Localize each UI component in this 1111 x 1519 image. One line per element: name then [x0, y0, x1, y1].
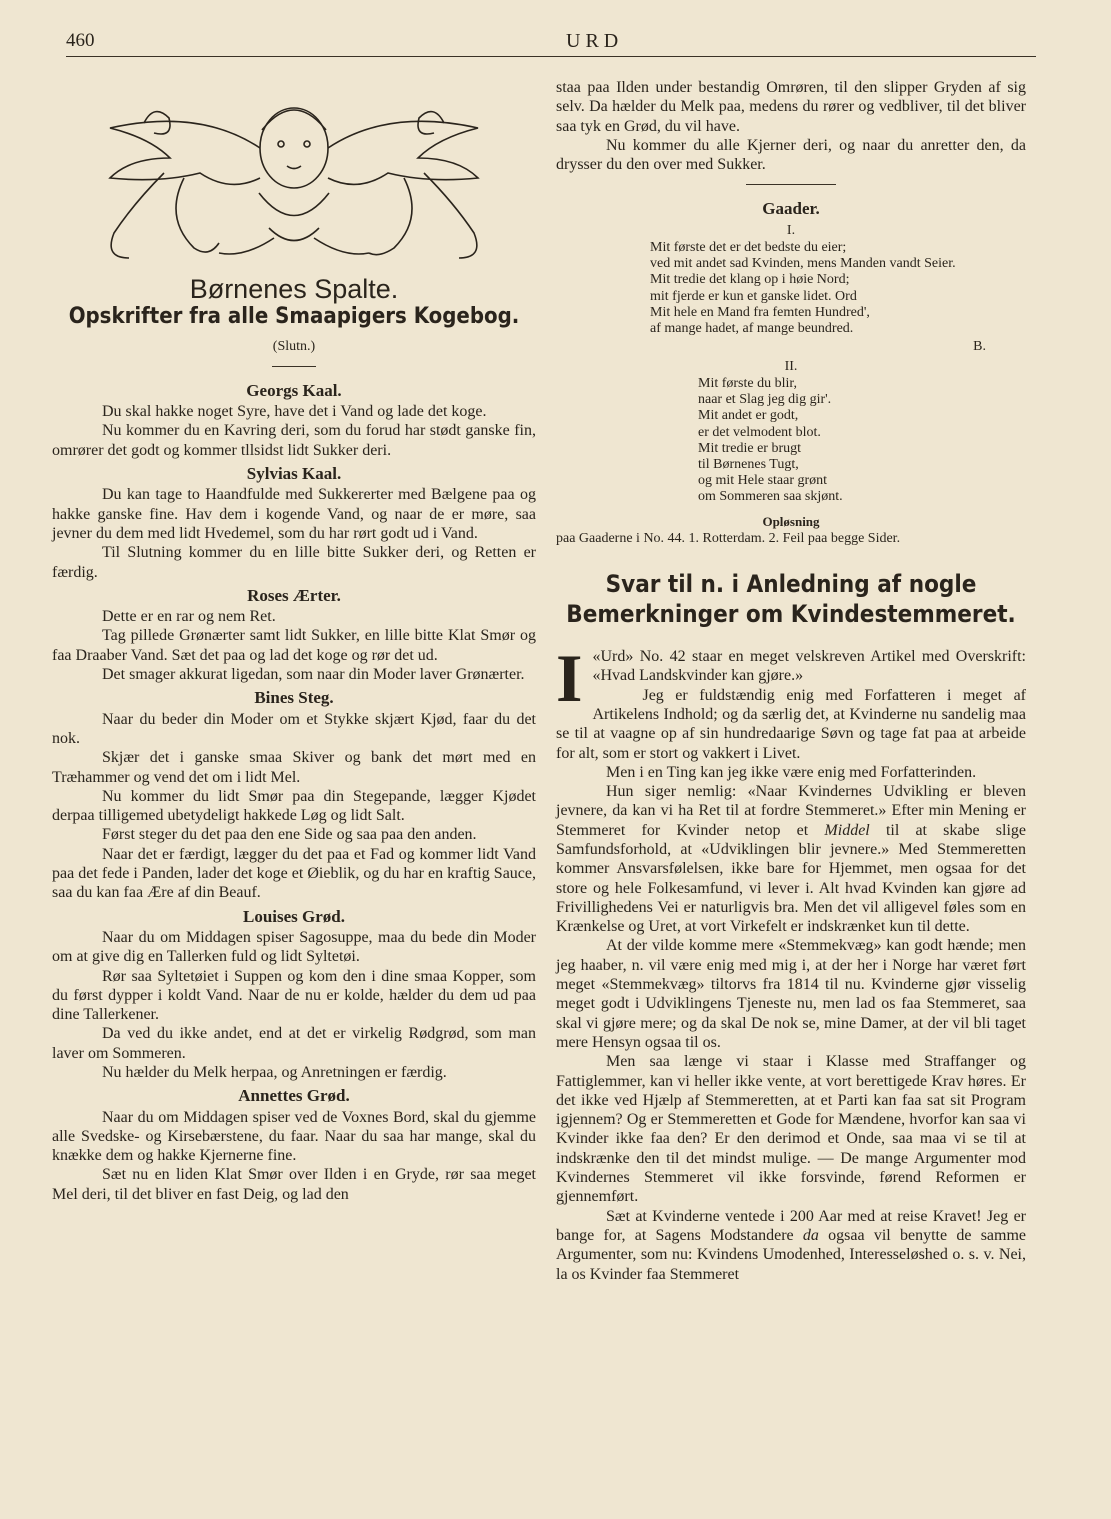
article-text: til at skabe slige Samfundsforhold, at «Udviklingen blir jevnere.» Med Stemmeretten kommer Ansvarsfølelsen, ikke bare for Hjemmet, men ogsaa for det store og hele Folkesamfund, vi lever i. Alt hvad Kvinden kan gjøre ad Frivillighedens Vei er naturligvis bra. Men det vil alligevel føles som en Krænkelse og Uret, at vort Virkefelt er indskrænket kun til dette.: [556, 821, 1027, 936]
recipe-paragraph: Nu kommer du en Kavring deri, som du forud har stødt ganske fin, omrører det godt og kommer tllsidst lidt Sukker deri.: [52, 422, 536, 459]
article-paragraph: At der vilde komme mere «Stemmekvæg» kan godt hænde; men jeg haaber, n. vil være enig med mig i, at der her i Norge har været ført meget «Stemmekvæg» tiltorvs fra 1814 til nu. Kvinderne gjør visselig meget godt i Udviklingens Tjeneste nu, men lad os faa Stemmeret, saa skal vi gjøre mere; og da skal De nok se, mine Damer, at der vil bli taget mere Hensyn ogsaa til os.: [556, 937, 1026, 1051]
recipe-title: Roses Ærter.: [247, 585, 341, 605]
article-paragraph: Men i en Ting kan jeg ikke være enig med Forfatterinden.: [606, 763, 977, 781]
article-text: Sæt at Kvinderne ventede i 200 Aar med at reise Kravet! Jeg er bange for, at Sagens Modstandere: [556, 1207, 1026, 1244]
riddle-line: Mit første det er det bedste du eier;: [650, 240, 847, 256]
divider: [272, 366, 316, 367]
recipe-paragraph: Skjær det i ganske smaa Skiver og bank det mørt med en Træhammer og vend det om i lidt Mel.: [52, 749, 536, 786]
article-title: Svar til n. i Anledning af nogle Bemerkninger om Kvindestemmeret.: [566, 570, 1016, 629]
riddle-line: Mit tredie er brugt: [698, 440, 802, 456]
riddle-signature: B.: [973, 339, 986, 355]
continued-paragraph: staa paa Ilden under bestandig Omrøren, til den slipper Gryden af sig selv. Da hælder du Melk paa, medens du rører og vedbliver, til det bliver saa tyk en Grød, du vil have.: [556, 79, 1026, 135]
recipe-paragraph: Naar du om Middagen spiser ved de Voxnes Bord, skal du gjemme alle Svedske- og Kirsebærstene, du faar. Naar du saa har mange, skal du knække dem og hakke Kjernerne fine.: [52, 1108, 536, 1165]
riddle-line: Mit hele en Mand fra femten Hundred',: [650, 304, 870, 320]
recipe-title: Louises Grød.: [242, 906, 346, 926]
riddle-line: naar et Slag jeg dig gir'.: [698, 392, 832, 408]
journal-title: URD: [566, 30, 624, 52]
cherub-emblem: [74, 78, 514, 278]
riddle-line: om Sommeren saa skjønt.: [698, 489, 843, 505]
recipe-paragraph: Først steger du det paa den ene Side og saa paa den anden.: [102, 826, 477, 844]
article-paragraph: [556, 782, 1026, 936]
solution-text: paa Gaaderne i No. 44. 1. Rotterdam. 2. Feil paa begge Sider.: [556, 530, 901, 546]
page-number: 460: [66, 30, 95, 51]
riddle-line: Mit første du blir,: [698, 375, 797, 391]
recipe-title: Sylvias Kaal.: [246, 464, 342, 484]
recipe-paragraph: Sæt nu en liden Klat Smør over Ilden i en Gryde, rør saa meget Mel deri, til det bliver en fast Deig, og lad den: [52, 1166, 536, 1203]
article-paragraph: [556, 1207, 1026, 1284]
continued-paragraph: Nu kommer du alle Kjerner deri, og naar du anretter den, da drysser du den over med Sukker.: [556, 136, 1026, 174]
italic-word: Middel: [824, 821, 870, 839]
recipe-paragraph: Nu hælder du Melk herpaa, og Anretningen er færdig.: [102, 1063, 447, 1081]
article-paragraph: Men saa længe vi staar i Klasse med Straffanger og Fattiglemmer, kan vi heller ikke vente, at vort berettigede Krav høres. Er det ikke ved Hjælp af Stemmeretten, at et Parti kan faa sat sit Program igjennem? Og er Stemmeretten et Gode for Mændene, hvorfor kan saa vi Kvinder ikke faa den? Er den derimod et Onde, saa maa vi se til at indskrænke den til det mindst mulige. — De mange Argumenter mod Kvindernes Stemmeret vil ikke forsvinde, førend Reformen er gjennemført.: [556, 1053, 1026, 1206]
page-header: [66, 30, 1036, 58]
recipe-title: Georgs Kaal.: [246, 380, 342, 400]
conclusion-note: (Slutn.): [272, 338, 316, 354]
recipe-title: Bines Steg.: [254, 688, 334, 708]
header-rule: [66, 56, 1036, 57]
riddles-title: Gaader.: [762, 199, 820, 219]
subtitle: Opskrifter fra alle Smaapigers Kogebog.: [68, 304, 520, 330]
article-paragraph: «Urd» No. 42 staar en meget velskreven Artikel med Overskrift: «Hvad Landskvinder kan gjøre.»: [592, 648, 1026, 685]
article-text: Hun siger nemlig: «Naar Kvindernes Udvikling er bleven jevnere, da kan vi ha Ret til at fordre Stemmeret.» Efter min Mening er Stemmeret for Kvinder netop et: [556, 783, 1026, 839]
drop-cap: I: [556, 640, 583, 717]
right-column: [556, 78, 1026, 1284]
left-column: [52, 78, 536, 1204]
riddle-line: mit fjerde er kun et ganske lidet. Ord: [650, 288, 857, 304]
riddle-line: Mit andet er godt,: [698, 408, 799, 424]
riddle-line: Mit tredie det klang op i høie Nord;: [650, 272, 850, 288]
riddle-line: er det velmodent blot.: [698, 424, 821, 440]
article-paragraph: Jeg er fuldstændig enig med Forfatteren i meget af Artikelens Indhold; og da særlig det, at Kvinderne nu sandelig maa se til at vaagne op af sin hundredaarige Søvn og tage fat paa at arbeide for alt, som er stort og vakkert i Livet.: [556, 686, 1026, 762]
recipe-paragraph: Naar det er færdigt, lægger du det paa et Fad og kommer lidt Vand paa det fede i Panden, lader det koge et Øieblik, og du har en kraftig Sauce, saa du kan faa Ære af din Beauf.: [52, 845, 536, 902]
recipe-title: Annettes Grød.: [238, 1086, 350, 1106]
recipe-paragraph: Du kan tage to Haandfulde med Sukkererter med Bælgene paa og hakke ganske fine. Hav dem i kogende Vand, og naar de er møre, saa jevner du dem med lidt Hvedemel, som du har rørt godt ud i Vand.: [52, 486, 536, 542]
recipe-paragraph: Tag pillede Grønærter samt lidt Sukker, en lille bitte Klat Smør og faa Draaber Vand. Sæt det paa og lad det koge og rør det ud.: [52, 627, 536, 664]
divider: [746, 184, 836, 185]
recipe-paragraph: Det smager akkurat ligedan, som naar din Moder laver Grønærter.: [102, 666, 525, 684]
recipe-paragraph: Nu kommer du lidt Smør paa din Stegepande, lægger Kjødet derpaa tilligemed ubetydeligt hakkede Løg og lidt Salt.: [52, 787, 536, 825]
riddle-line: og mit Hele staar grønt: [698, 473, 828, 489]
riddle-line: af mange hadet, af mange beundred.: [650, 321, 854, 337]
recipe-paragraph: Naar du beder din Moder om et Stykke skjært Kjød, faar du det nok.: [52, 710, 536, 747]
recipe-paragraph: Da ved du ikke andet, end at det er virkelig Rødgrød, som man laver om Sommeren.: [52, 1025, 536, 1062]
riddle-one: [650, 240, 1026, 337]
recipe-paragraph: Naar du om Middagen spiser Sagosuppe, maa du bede din Moder om at give dig en Tallerken fuld og lidt Syltetøi.: [52, 928, 536, 966]
article-text: ogsaa vil benytte de samme Argumenter, som nu: Kvindens Umodenhed, Interesseløshed o. s. v. Nei, la os Kvinder faa Stemmeret: [556, 1226, 1027, 1283]
riddle-number: II.: [784, 358, 798, 374]
riddle-line: ved mit andet sad Kvinden, mens Manden vandt Seier.: [650, 256, 956, 272]
section-title: Børnenes Spalte.: [189, 274, 399, 304]
riddle-number: I.: [786, 222, 796, 238]
recipe-paragraph: Til Slutning kommer du en lille bitte Sukker deri, og Retten er færdig.: [52, 544, 536, 581]
riddle-two: [698, 376, 1026, 506]
recipe-paragraph: Dette er en rar og nem Ret.: [102, 608, 276, 626]
riddle-line: til Børnenes Tugt,: [698, 456, 799, 472]
recipe-paragraph: Rør saa Syltetøiet i Suppen og kom den i dine smaa Kopper, som du først dypper i koldt Vand. Naar de nu er kolde, hælder du dem ud paa dine Tallerkener.: [52, 967, 536, 1024]
italic-word: da: [802, 1226, 819, 1244]
recipe-paragraph: Du skal hakke noget Syre, have det i Vand og lade det koge.: [102, 403, 487, 421]
solution-title: Opløsning: [762, 513, 820, 529]
